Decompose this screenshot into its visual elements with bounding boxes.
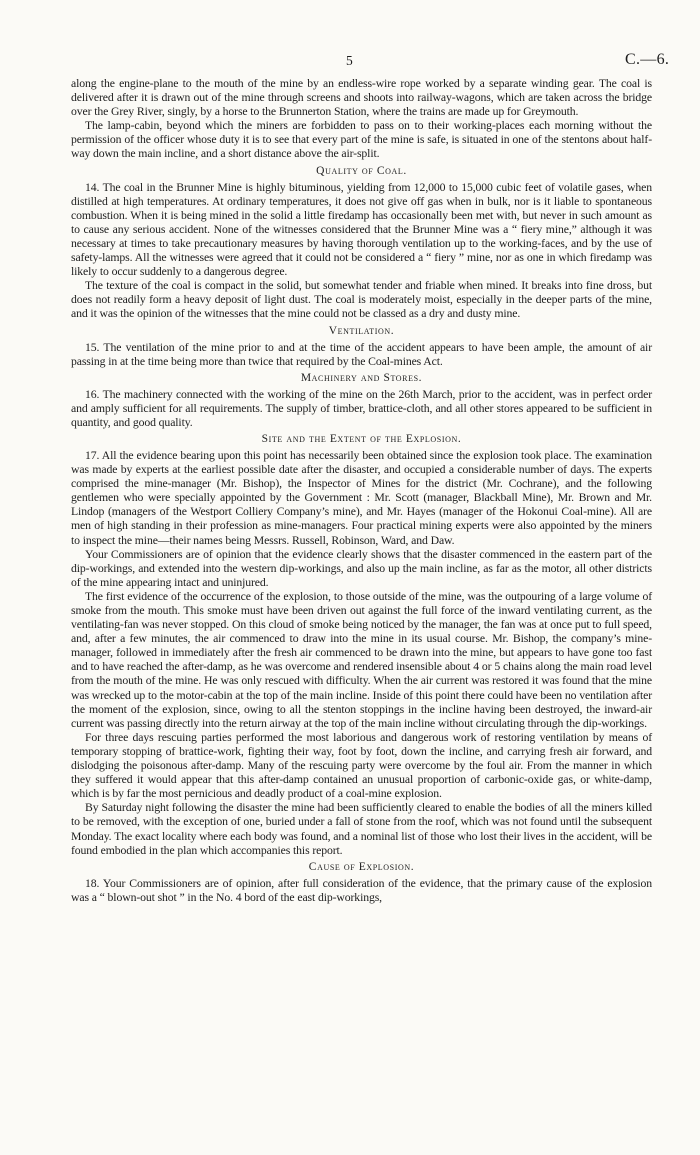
section-heading-quality-of-coal: Quality of Coal. (316, 164, 407, 177)
paragraph: For three days rescuing parties performed the most laborious and dangerous work of restoring ventilation by means of temporary stopping of brattice-work, fighting their way, foot by foot, down the incline, and carrying fresh air forward, and dislodging the poisonous after-damp. Many of the rescuing party were overcome by the foul air. From the manner in which they suffered it would appear that this after-damp contained an unusual proportion of carbonic-oxide gas, or white-damp, which is by far the most pernicious and deadly product of a coal-mine explosion. (71, 730, 652, 801)
paragraph: Your Commissioners are of opinion that the evidence clearly shows that the disaster commenced in the eastern part of the dip-workings, and extended into the western dip-workings, and also up the main incline, as far as the motor, all other districts of the mine appearing intact and uninjured. (71, 547, 652, 589)
paragraph: By Saturday night following the disaster the mine had been sufficiently cleared to enable the bodies of all the miners killed to be removed, with the exception of one, buried under a fall of stone from the roof, which was not found until the subsequent Monday. The exact locality where each body was found, and a nominal list of those who lost their lives in the accident, will be found embodied in the plan which accompanies this report. (71, 801, 652, 857)
paragraph-17: 17. All the evidence bearing upon this point has necessarily been obtained since the explosion took place. The examination was made by experts at the earliest possible date after the disaster, and occupied a considerable number of days. The experts comprised the mine-manager (Mr. Bishop), the Inspector of Mines for the district (Mr. Cochrane), and the following gentlemen who were specially appointed by the Government : Mr. Scott (manager, Blackball Mine), Mr. Brown and Mr. Lindop (managers of the Westport Colliery Company’s mine), and Mr. Hayes (manager of the Hokonui Coal-mine). All are men of high standing in their profession as mine-managers. Four practical mining experts were also appointed by the miners to inspect the mine—their names being Messrs. Russell, Robinson, Ward, and Daw. (71, 448, 652, 547)
page-number: 5 (346, 53, 354, 68)
paragraph-16: 16. The machinery connected with the working of the mine on the 26th March, prior to the accident, was in perfect order and amply sufficient for all requirements. The supply of timber, brattice-cloth, and all other stores appeared to be sufficient in quantity, and good quality. (71, 387, 652, 429)
section-heading-site-and-extent: Site and the Extent of the Explosion. (261, 432, 462, 445)
paragraph-15: 15. The ventilation of the mine prior to and at the time of the accident appears to have been ample, the amount of air passing in at the time being more than twice that required by the Coal-mines Act. (71, 340, 652, 368)
section-heading-ventilation: Ventilation. (328, 324, 395, 337)
report-body (71, 77, 652, 905)
section-heading-machinery-and-stores: Machinery and Stores. (300, 371, 423, 384)
paragraph: along the engine-plane to the mouth of the mine by an endless-wire rope worked by a separate winding gear. The coal is delivered after it is drawn out of the mine through screens and shoots into railway-wagons, which are taken across the bridge over the Grey River, singly, by a horse to the Brunnerton Station, where the trains are made up for Greymouth. (71, 77, 652, 119)
paragraph: The texture of the coal is compact in the solid, but somewhat tender and friable when mined. It breaks into fine dross, but does not readily form a heavy deposit of light dust. The coal is moderately moist, especially in the deeper parts of the mine, and it was the opinion of the witnesses that the mine could not be classed as a dry and dusty mine. (71, 279, 652, 321)
paragraph-18: 18. Your Commissioners are of opinion, after full consideration of the evidence, that the primary cause of the explosion was a “ blown-out shot ” in the No. 4 bord of the east dip-workings, (71, 876, 652, 904)
paragraph: The first evidence of the occurrence of the explosion, to those outside of the mine, was the outpouring of a large volume of smoke from the mouth. This smoke must have been driven out against the full force of the inward ventilating current, as the ventilating-fan was never stopped. On this cloud of smoke being noticed by the manager, the fan was at once put to full speed, and, after a few minutes, the air commenced to draw into the mine in its usual course. Mr. Bishop, the company’s mine-manager, followed in immediately after the fresh air commenced to be drawn into the mine, but appears to have gone too fast and to have reached the after-damp, as he was overcome and rendered insensible about 4 or 5 chains along the main road level from the mouth of the mine. He was only rescued with difficulty. When the air current was restored it was found that the mine was wrecked up to the motor-cabin at the top of the main incline. Inside of this point there could have been no ventilation after the moment of the explosion, since, owing to all the stenton stoppings in the incline having been destroyed, the inward-air current was passing directly into the return airway at the top of the main incline without circulating through the dip-workings. (71, 589, 652, 730)
document-reference: C.—6. (625, 51, 670, 68)
paragraph-14: 14. The coal in the Brunner Mine is highly bituminous, yielding from 12,000 to 15,000 cubic feet of volatile gases, when distilled at high temperatures. At ordinary temperatures, it does not give off gas when in bulk, nor is it liable to spontaneous combustion. When it is being mined in the solid a little firedamp has occasionally been met with, but never in such amount as to cause any serious accident. None of the witnesses considered that the Brunner Mine was a “ fiery mine,” although it was necessary at times to take precautionary measures by having thorough ventilation up to the working-faces, and by the use of safety-lamps. All the witnesses were agreed that it could not be considered a “ fiery ” mine, nor as one in which firedamp was likely to occur suddenly to a dangerous degree. (71, 180, 652, 279)
section-heading-cause-of-explosion: Cause of Explosion. (308, 860, 415, 873)
paragraph: The lamp-cabin, beyond which the miners are forbidden to pass on to their working-places each morning without the permission of the officer whose duty it is to see that every part of the mine is safe, is situated in one of the stentons about half-way down the main incline, and a short distance above the air-split. (71, 119, 652, 161)
